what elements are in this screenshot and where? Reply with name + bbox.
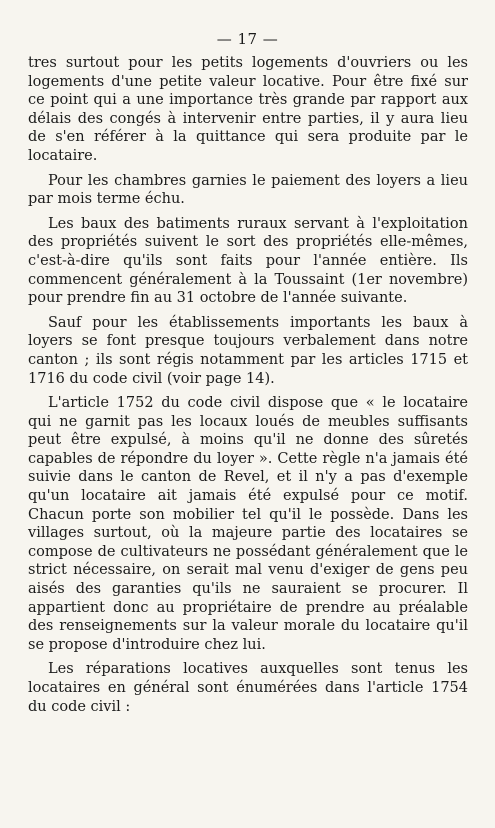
paragraph: tres surtout pour les petits logements d'ouvriers ou les logements d'une petite valeur locative. Pour être fixé sur ce point qui a une importance très grande par rapport aux délais des congés à intervenir entre parties, il y aura lieu de s'en référer à la quittance qui sera produite par le locataire. [28, 55, 468, 164]
page-number: — 17 — [216, 30, 279, 48]
paragraph: Sauf pour les établissements importants les baux à loyers se font presque toujours verbalement dans notre canton ; ils sont régis notamment par les articles 1715 et 1716 du code civil (voir page 14). [28, 314, 468, 387]
paragraph: Les baux des batiments ruraux servant à l'exploitation des propriétés suivent le sort des propriétés elle-mêmes, c'est-à-dire qu'ils sont faits pour l'année entière. Ils commencent généralement à la Toussaint (1er novembre) pour prendre fin au 31 octobre de l'année suivante. [28, 215, 468, 307]
paragraph: Pour les chambres garnies le paiement des loyers a lieu par mois terme échu. [28, 172, 468, 208]
paragraph: Les réparations locatives auxquelles sont tenus les locataires en général sont énumérées dans l'article 1754 du code civil : [28, 661, 468, 715]
paragraph: L'article 1752 du code civil dispose que « le locataire qui ne garnit pas les locaux loués de meubles suffisants peut être expulsé, à moins qu'il ne donne des sûretés capables de répondre du loyer ». Cette règle n'a jamais été suivie dans le canton de Revel, et il n'y a pas d'exemple qu'un locataire ait jamais été expulsé pour ce motif. Chacun porte son mobilier tel qu'il le possède. Dans les villages surtout, où la majeure partie des locataires se compose de cultivateurs ne possédant généralement que le strict nécessaire, on serait mal venu d'exiger de gens peu aisés des garanties qu'ils ne sauraient se procurer. Il appartient donc au propriétaire de prendre au préalable des renseignements sur la valeur morale du locataire qu'il se propose d'introduire chez lui. [28, 395, 468, 653]
body-text [28, 54, 468, 722]
